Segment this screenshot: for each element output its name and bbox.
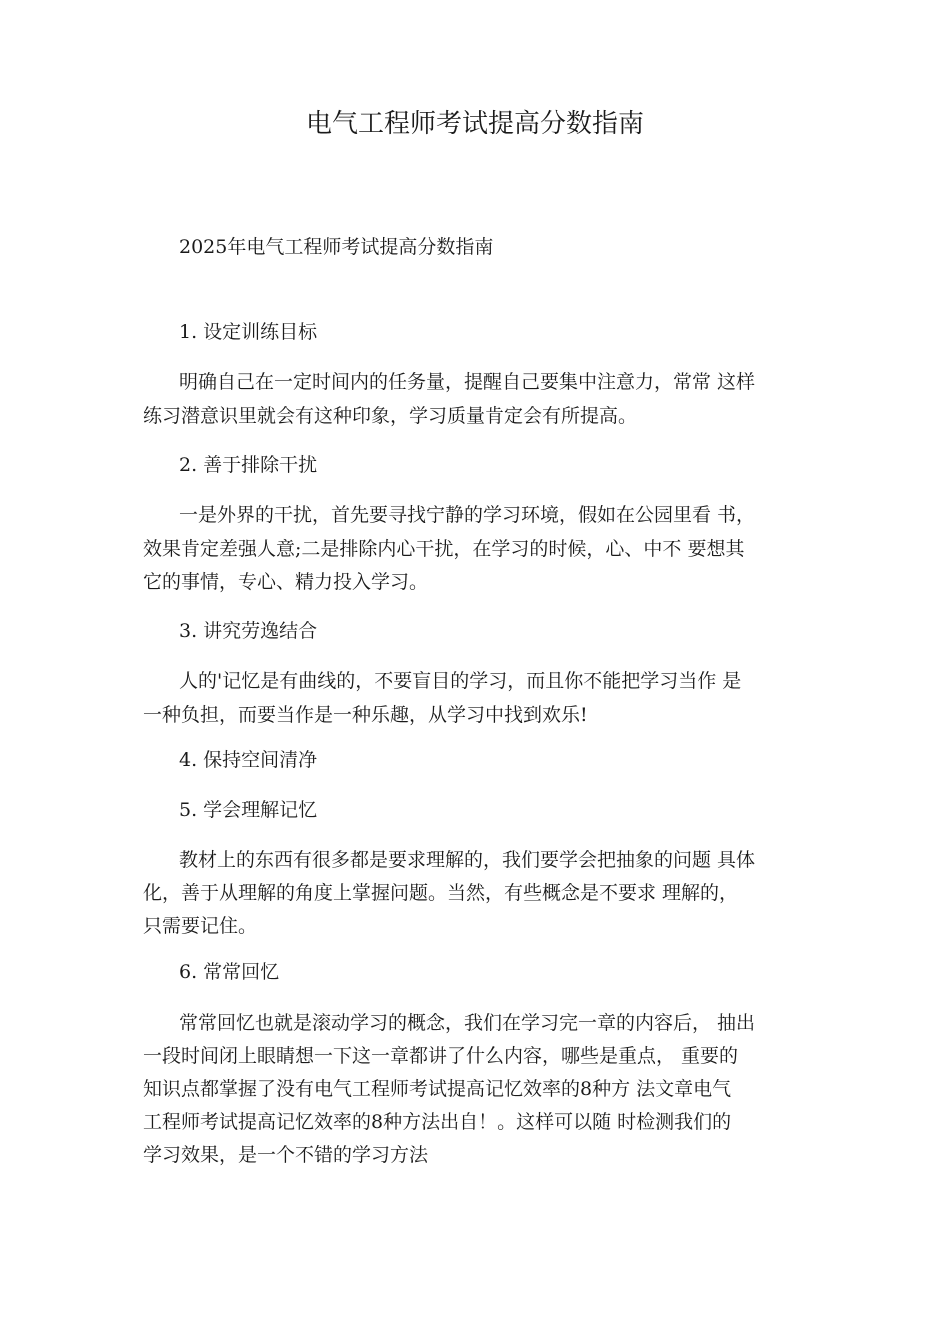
paragraph-line: 常常回忆也就是滚动学习的概念，我们在学习完一章的内容后， 抽出	[179, 1012, 756, 1034]
paragraph-line: 一是外界的干扰，首先要寻找宁静的学习环境，假如在公园里看 书，	[179, 504, 756, 526]
paragraph-line: 明确自己在一定时间内的任务量，提醒自己要集中注意力，常常 这样	[179, 371, 756, 393]
paragraph-line: 学习效果，是一个不错的学习方法	[143, 1144, 429, 1166]
section-heading-1: 1. 设定训练目标	[179, 321, 318, 343]
paragraph-line: 人的'记忆是有曲线的，不要盲目的学习，而且你不能把学习当作 是	[179, 670, 742, 692]
paragraph-line: 练习潜意识里就会有这种印象，学习质量肯定会有所提高。	[143, 405, 638, 427]
section-heading-2: 2. 善于排除干扰	[179, 454, 318, 476]
paragraph-line: 工程师考试提高记忆效率的8种方法出自！。这样可以随 时检测我们的	[143, 1111, 732, 1133]
paragraph-line: 只需要记住。	[143, 915, 258, 937]
paragraph-line: 化，善于从理解的角度上掌握问题。当然，有些概念是不要求 理解的，	[143, 882, 739, 904]
paragraph-line: 一段时间闭上眼睛想一下这一章都讲了什么内容，哪些是重点， 重要的	[143, 1045, 739, 1067]
section-heading-6: 6. 常常回忆	[179, 961, 280, 983]
paragraph-line: 一种负担，而要当作是一种乐趣，从学习中找到欢乐!	[143, 704, 588, 726]
document-title: 电气工程师考试提高分数指南	[305, 109, 644, 139]
section-heading-3: 3. 讲究劳逸结合	[179, 620, 318, 642]
document-subtitle: 2025年电气工程师考试提高分数指南	[179, 236, 494, 258]
section-heading-4: 4. 保持空间清净	[179, 749, 318, 771]
paragraph-line: 知识点都掌握了没有电气工程师考试提高记忆效率的8种方 法文章电气	[143, 1078, 732, 1100]
paragraph-line: 它的事情，专心、精力投入学习。	[143, 571, 429, 593]
paragraph-line: 效果肯定差强人意;二是排除内心干扰，在学习的时候，心、中不 要想其	[143, 538, 745, 560]
section-heading-5: 5. 学会理解记忆	[179, 799, 318, 821]
paragraph-line: 教材上的东西有很多都是要求理解的，我们要学会把抽象的问题 具体	[179, 849, 756, 871]
